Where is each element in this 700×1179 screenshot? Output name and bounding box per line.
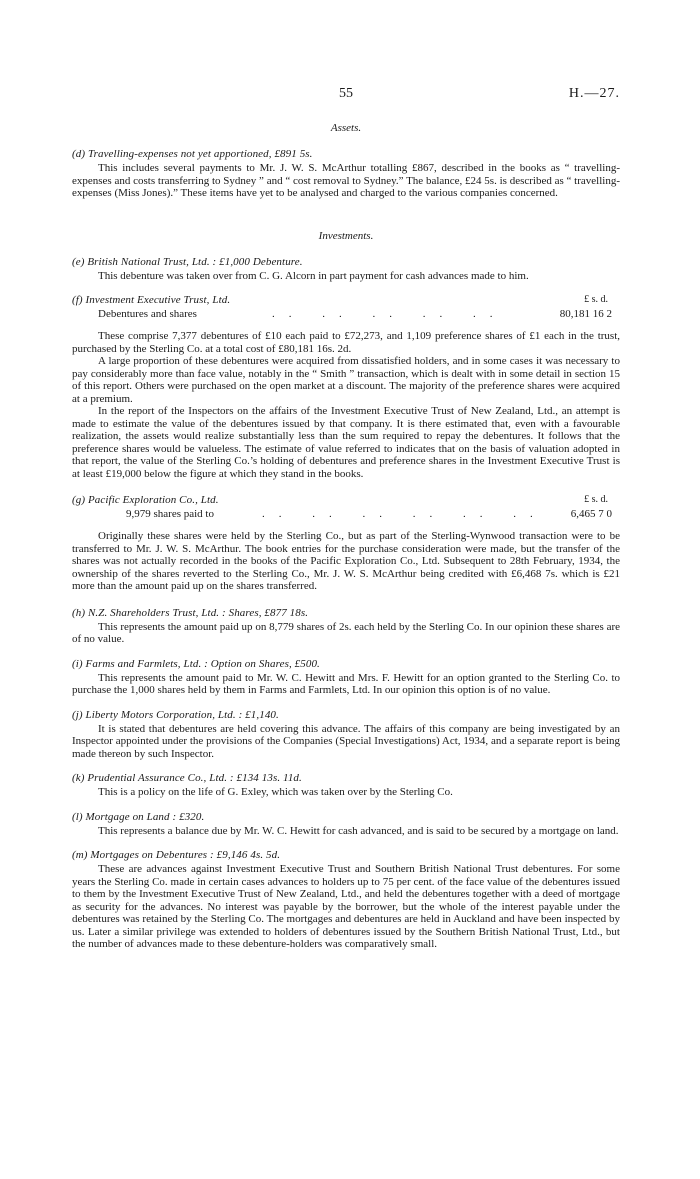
section-l bbox=[72, 811, 620, 838]
section-heading: (h) N.Z. Shareholders Trust, Ltd. : Shares, £877 18s. bbox=[72, 606, 309, 619]
section-j bbox=[72, 709, 620, 761]
section-e bbox=[72, 256, 620, 283]
section-i bbox=[72, 658, 620, 697]
section-heading: (i) Farms and Farmlets, Ltd. : Option on Shares, £500. bbox=[72, 657, 320, 670]
page-header bbox=[72, 0, 620, 118]
section-heading: (j) Liberty Motors Corporation, Ltd. : £1,140. bbox=[72, 708, 279, 721]
section-paragraph: This represents a balance due by Mr. W. C. Hewitt for cash advanced, and is said to be secured by a mortgage on land. bbox=[98, 824, 619, 837]
section-paragraph: A large proportion of these debentures were acquired from dissatisfied holders, and in some cases it was necessary to pay considerably more than face value, notably in the “ Smith ” transaction, which is dealt with in some detail in section 15 of this report. Others were purchased on the open market at a discount. The majority of the preference shares were acquired at a premium. bbox=[72, 355, 620, 405]
amount-value: 80,181 16 2 bbox=[559, 308, 612, 320]
section-heading: (l) Mortgage on Land : £320. bbox=[72, 810, 205, 823]
amount-label: Debentures and shares bbox=[98, 308, 197, 320]
section-d bbox=[72, 148, 620, 200]
section-k bbox=[72, 772, 620, 799]
section-paragraph: This represents the amount paid up on 8,779 shares of 2s. each held by the Sterling Co. In our opinion these shares are of no value. bbox=[72, 620, 620, 645]
investments-title: Investments. bbox=[318, 229, 374, 242]
section-paragraph: This is a policy on the life of G. Exley, which was taken over by the Sterling Co. bbox=[98, 786, 453, 798]
amount-line bbox=[72, 508, 620, 520]
amount-value: 6,465 7 0 bbox=[570, 508, 612, 520]
section-paragraph: Originally these shares were held by the Sterling Co., but as part of the Sterling-Wynwood transaction were to be transferred to Mr. J. W. S. McArthur. The book entries for the purchase consideration were made, but the transfer of the shares was not actually recorded in the books of the Pacific Exploration Co., Ltd. Subsequent to 28th February, 1934, the ownership of the shares reverted to the Sterling Co., Mr. J. W. S. McArthur being credited with £6,468 7s. which is £21 more than the amount paid up on the shares transferred. bbox=[72, 530, 620, 592]
amount-column-header: £ s. d. bbox=[584, 494, 608, 505]
assets-title: Assets. bbox=[330, 122, 362, 134]
section-paragraph: It is stated that debentures are held covering this advance. The affairs of this company are being investigated by an Inspector appointed under the provisions of the Companies (Special Investigations) Act, 1934, and a separate report is being made thereon by such Inspector. bbox=[72, 722, 620, 760]
section-paragraph: This debenture was taken over from C. G. Alcorn in part payment for cash advances made to him. bbox=[98, 269, 529, 282]
document-reference: H.—27. bbox=[568, 86, 620, 101]
section-paragraph: These comprise 7,377 debentures of £10 each paid to £72,273, and 1,109 preference shares of £1 each in the trust, purchased by the Sterling Co. at a total cost of £80,181 16s. 2d. bbox=[72, 330, 620, 355]
section-heading: (e) British National Trust, Ltd. : £1,000 Debenture. bbox=[72, 255, 303, 268]
section-heading: (f) Investment Executive Trust, Ltd. bbox=[72, 294, 231, 306]
page-content bbox=[72, 0, 620, 951]
section-g bbox=[72, 494, 620, 593]
amount-line bbox=[72, 308, 620, 320]
amount-label: 9,979 shares paid to bbox=[126, 508, 214, 520]
section-paragraph: This includes several payments to Mr. J. W. S. McArthur totalling £867, described in the books as “ travelling-expenses and costs transferring to Sydney ” and “ cost removal to Sydney.” The balance, £24 5s. is described as “ travelling-expenses (Miss Jones).” These items have yet to be analysed and charged to the various companies concerned. bbox=[72, 162, 620, 199]
section-heading: (k) Prudential Assurance Co., Ltd. : £134 13s. 11d. bbox=[72, 772, 302, 784]
amount-column-header: £ s. d. bbox=[584, 294, 608, 305]
section-paragraph: This represents the amount paid to Mr. W. C. Hewitt and Mrs. F. Hewitt for an option granted to the Sterling Co. to purchase the 1,000 shares held by them in Farms and Farmlets, Ltd. In our opinion this option is of no value. bbox=[72, 671, 620, 696]
section-heading: (m) Mortgages on Debentures : £9,146 4s. 5d. bbox=[72, 849, 281, 861]
leader-dots: .. .. .. .. .. .. bbox=[262, 508, 547, 520]
section-paragraph: In the report of the Inspectors on the affairs of the Investment Executive Trust of New Zealand, Ltd., an attempt is made to estimate the value of the debentures issued by that company. It is there estimated that, even with a favourable realization, the assets would realize substantially less than the sum required to repay the debentures. It follows that the preference shares would be valueless. The estimate of value referred to indicates that on the basis of valuation adopted in that report, the value of the Sterling Co.’s holding of debentures and preference shares in the Investment Executive Trust is at least £19,000 below the figure at which they stand in the books. bbox=[72, 405, 620, 480]
leader-dots: .. .. .. .. .. bbox=[272, 308, 507, 320]
section-paragraph: These are advances against Investment Executive Trust and Southern British National Trust debentures. For some years the Sterling Co. made in certain cases advances to holders up to 75 per cent. of the face value of the debentures issued to them by the Investment Executive Trust of New Zealand, Ltd., and held the debentures together with a deed of mortgage as security for the advances. No interest was payable by the borrower, but the whole of the interest payable under the debentures was retained by the Sterling Co. The mortgages and debentures are held in Auckland and have been inspected by us. Later a similar privilege was extended to holders of debentures issued by the Southern British National Trust, Ltd., but the number of advances made to these debenture-holders was comparatively small. bbox=[72, 863, 620, 950]
section-heading: (d) Travelling-expenses not yet apportioned, £891 5s. bbox=[72, 148, 313, 160]
section-m bbox=[72, 849, 620, 951]
section-heading: (g) Pacific Exploration Co., Ltd. bbox=[72, 494, 219, 506]
section-f bbox=[72, 294, 620, 480]
section-h bbox=[72, 607, 620, 646]
page-number: 55 bbox=[339, 86, 353, 101]
